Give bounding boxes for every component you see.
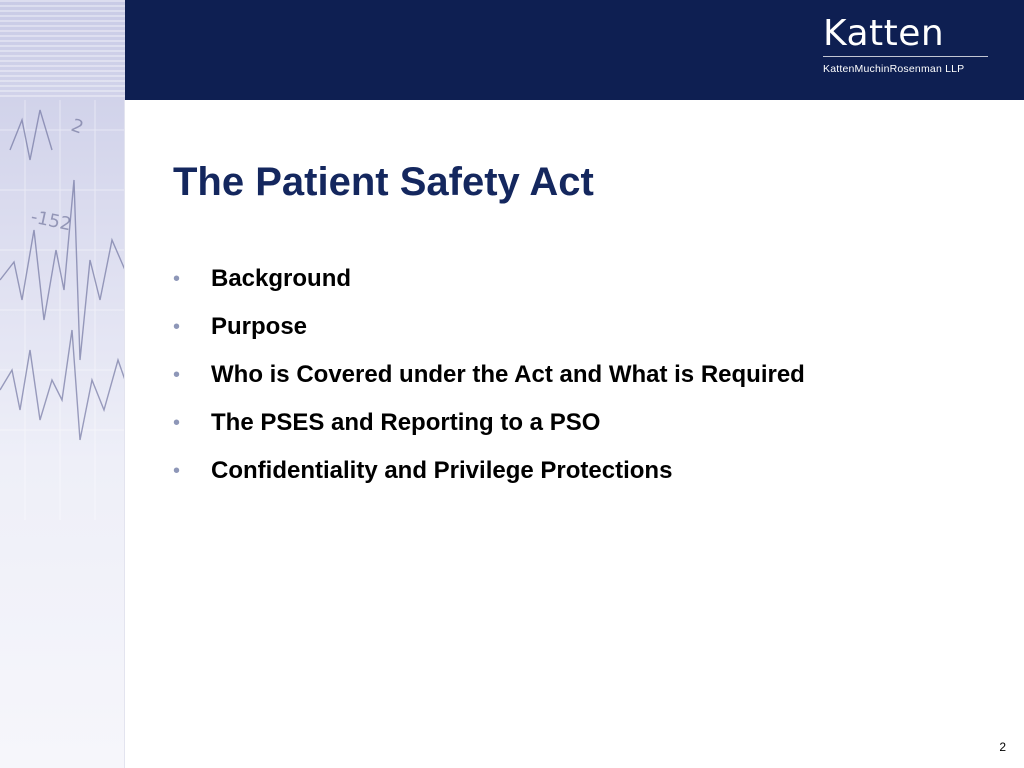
bullet-dot-icon: •	[173, 412, 181, 434]
strip-divider	[124, 100, 125, 768]
bullet-item	[173, 310, 805, 358]
logo-rule	[823, 56, 988, 57]
decorative-ecg-image	[0, 0, 125, 768]
logo-wordmark: Katten	[823, 13, 945, 54]
bullet-item	[173, 358, 805, 406]
bullet-dot-icon: •	[173, 364, 181, 386]
svg-text:-152: -152	[28, 206, 74, 236]
bullet-item	[173, 406, 805, 454]
bullet-list	[173, 262, 805, 502]
bullet-text: Who is Covered under the Act and What is Required	[211, 361, 805, 388]
ecg-trace-graphic	[0, 0, 125, 768]
bullet-text: Purpose	[211, 313, 308, 340]
bullet-text: The PSES and Reporting to a PSO	[211, 409, 601, 436]
bullet-item	[173, 262, 805, 310]
bullet-dot-icon: •	[173, 460, 181, 482]
svg-text:2: 2	[68, 114, 87, 139]
logo-subtitle: KattenMuchinRosenman LLP	[823, 63, 965, 75]
slide-title: The Patient Safety Act	[173, 160, 594, 204]
page-number: 2	[999, 740, 1006, 754]
bullet-text: Confidentiality and Privilege Protections	[211, 457, 673, 484]
bullet-dot-icon: •	[173, 268, 181, 290]
bullet-item	[173, 454, 805, 502]
header-band	[125, 0, 1024, 100]
bullet-dot-icon: •	[173, 316, 181, 338]
bullet-text: Background	[211, 265, 352, 292]
katten-logo	[823, 12, 988, 75]
